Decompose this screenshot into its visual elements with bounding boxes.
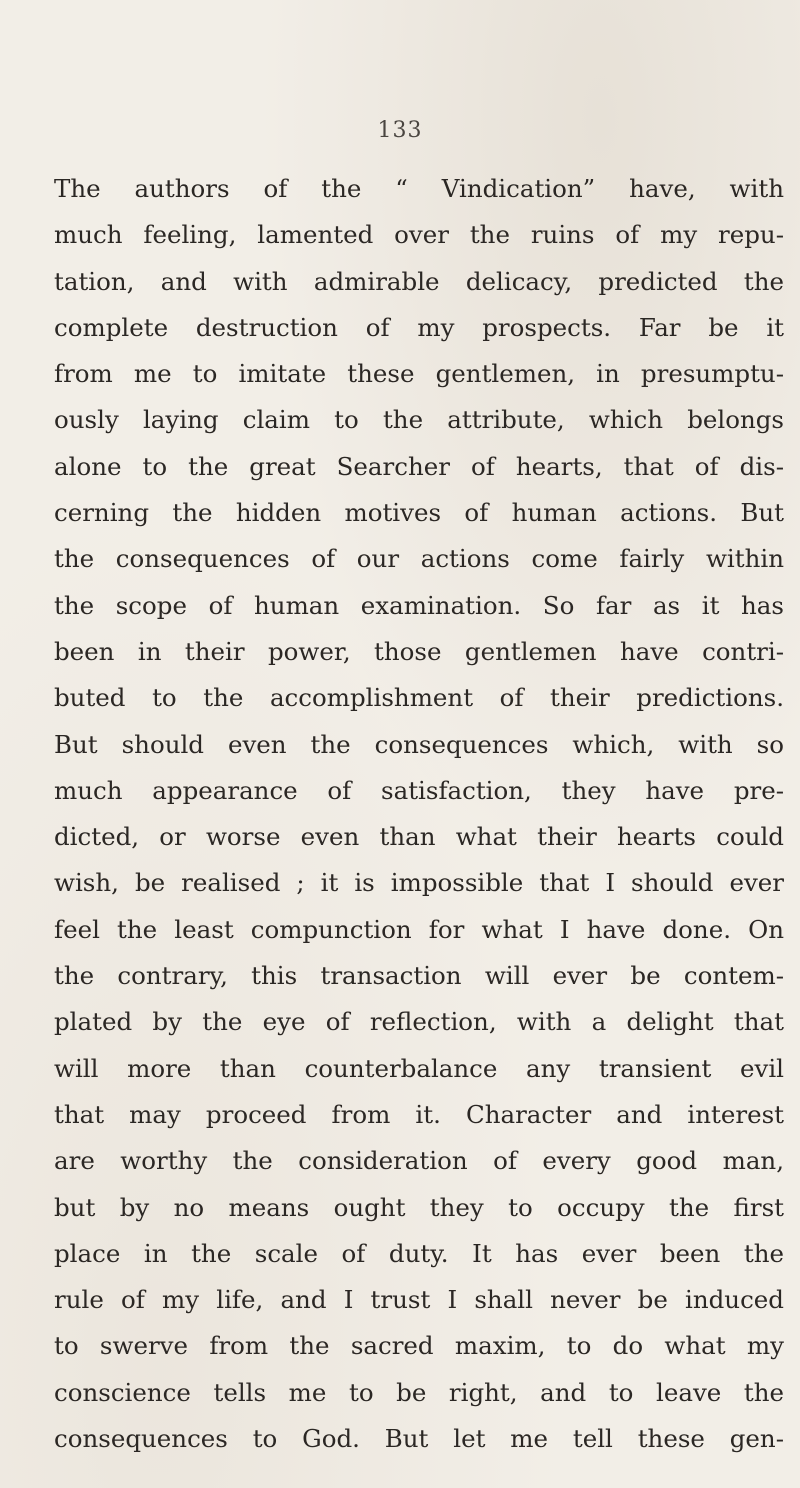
page-number: 133 [377,118,423,143]
text-line: dicted, or worse even than what their hearts could [54,822,784,852]
text-line: the consequences of our actions come fairly within [54,544,784,574]
text-line: cerning the hidden motives of human actions. But [54,498,784,528]
text-line: conscience tells me to be right, and to leave the [54,1377,784,1407]
text-line: place in the scale of duty. It has ever been the [54,1238,784,1268]
text-line: buted to the accomplishment of their predictions. [54,683,784,713]
text-line: from me to imitate these gentlemen, in presumptu- [54,359,784,389]
text-line: rule of my life, and I trust I shall never be induced [54,1285,784,1315]
text-line: consequences to God. But let me tell these gen- [54,1424,784,1454]
text-line: the contrary, this transaction will ever be contem- [54,961,784,991]
text-line: the scope of human examination. So far as it has [54,590,784,620]
text-line: ously laying claim to the attribute, which belongs [54,405,784,435]
text-line: but by no means ought they to occupy the first [54,1192,784,1222]
text-line: much appearance of satisfaction, they have pre- [54,775,784,805]
text-line: that may proceed from it. Character and interest [54,1099,784,1129]
text-line: wish, be realised ; it is impossible that I should ever [54,868,784,898]
text-line: to swerve from the sacred maxim, to do what my [54,1331,784,1361]
text-line: been in their power, those gentlemen have contri- [54,636,784,666]
text-line: The authors of the “ Vindication” have, with [54,174,784,203]
text-line: plated by the eye of reflection, with a delight that [54,1007,784,1037]
text-line: will more than counterbalance any transient evil [54,1053,784,1083]
body-text [54,166,784,1462]
text-line: much feeling, lamented over the ruins of my repu- [54,220,784,250]
text-line: alone to the great Searcher of hearts, that of dis- [54,451,784,481]
text-line: complete destruction of my prospects. Far be it [54,312,784,342]
text-line: are worthy the consideration of every good man, [54,1146,784,1176]
text-line: feel the least compunction for what I have done. On [54,914,784,944]
text-line: But should even the consequences which, with so [54,729,784,759]
text-line: tation, and with admirable delicacy, predicted the [54,266,784,296]
